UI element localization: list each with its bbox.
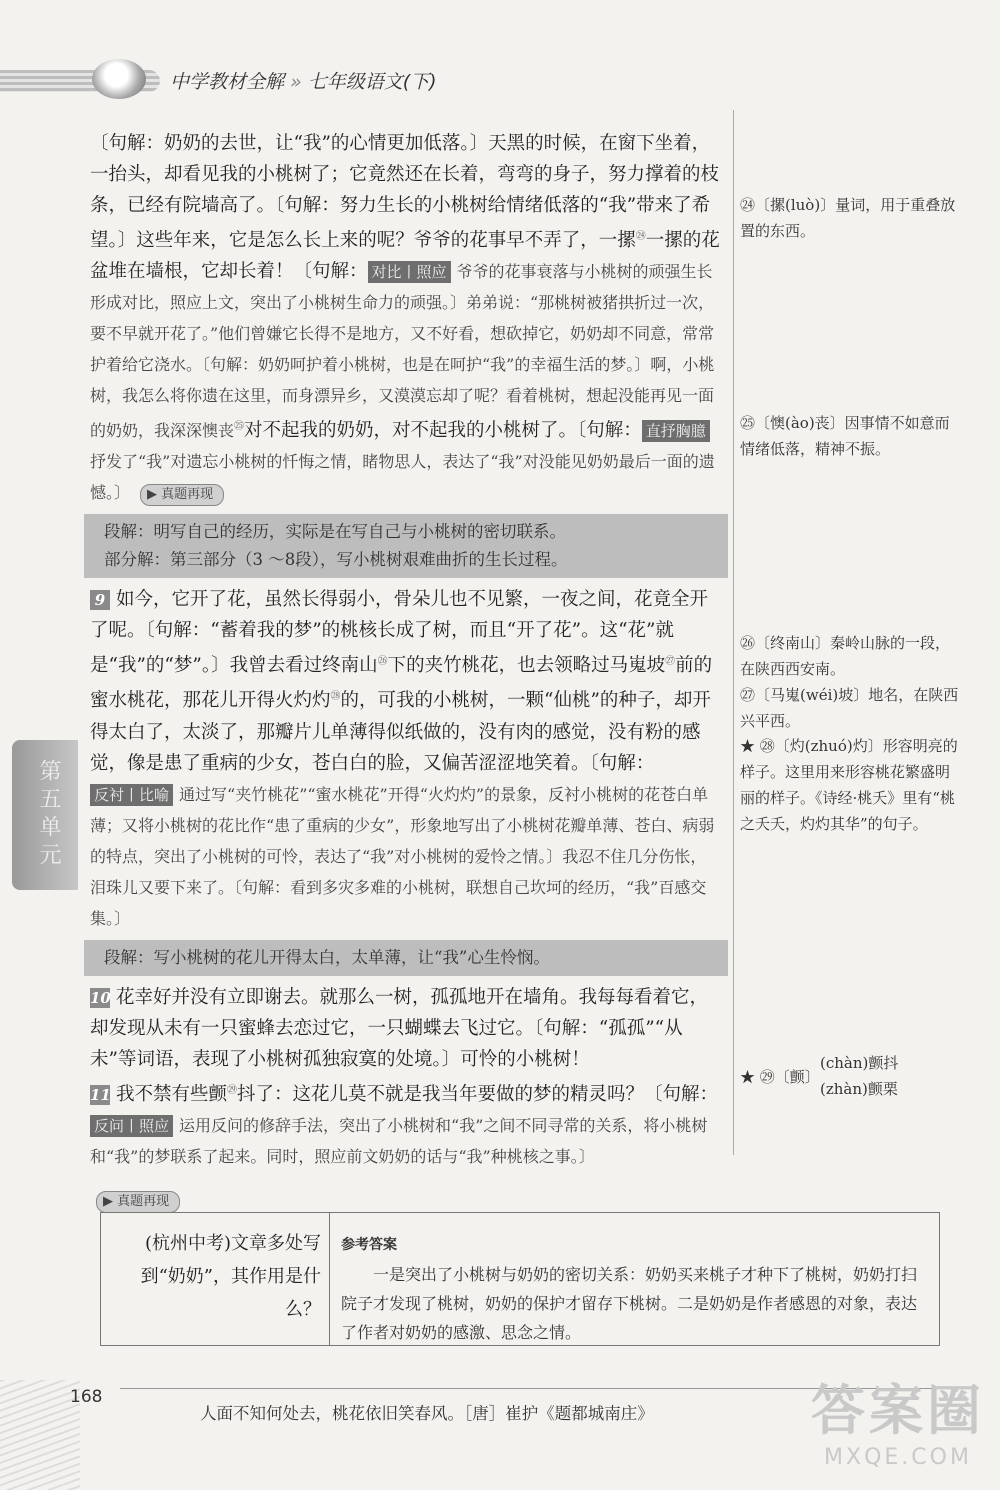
badge-label: 真题再现 (161, 487, 214, 503)
part-analysis: 部分解：第三部分（3 ～8段），写小桃树艰难曲折的生长过程。 (104, 550, 568, 570)
annotation-tag: 反问丨照应 (90, 1115, 173, 1137)
column-divider (733, 110, 734, 1155)
watermark (811, 1368, 985, 1470)
footnote-ref-27[interactable]: ㉗ (665, 656, 676, 668)
text-segment: 的，可我的小桃树，一颗“仙桃”的种子，却开得太白了，太淡了，那瓣片儿单薄得似纸做的，没有肉的感觉，没有粉的感觉，像是患了重病的少女，苍白白的脸，又偏苦涩涩地笑着。〔句解： (90, 690, 711, 774)
paragraph-analysis: 段解：写小桃树的花儿开得太白，太单薄，让“我”心生怜悯。 (104, 947, 550, 967)
badge-label: 真题再现 (117, 1194, 170, 1209)
text-segment: 抒发了“我”对遗忘小桃树的忏悔之情，睹物思人，表达了“我”对没能见奶奶最后一面的遗憾。〕 (90, 452, 715, 503)
footnote-29-reading-1: (chàn)颤抖 (820, 1054, 899, 1072)
book-name: 中学教材全解 (170, 71, 285, 93)
answer-block (341, 1229, 926, 1347)
paragraph-number: 9 (90, 590, 110, 610)
zhenti-header-badge (96, 1190, 180, 1213)
footnote-28: ★ ㉘〔灼(zhuó)灼〕形容明亮的样子。这里用来形容桃花繁盛明丽的样子。《诗经·桃夭》里有“桃之夭夭，灼灼其华”的句子。 (740, 737, 958, 833)
footnote-27: ㉗〔马嵬(wéi)坡〕地名，在陕西兴平西。 (740, 686, 959, 730)
zhenti-badge: ▶ 真题再现 (140, 484, 224, 506)
footnote-29-head: ★ ㉙〔颤〕 (740, 1068, 820, 1086)
footnote-ref-25[interactable]: ㉕ (234, 421, 245, 433)
footnote-24: ㉔〔摞(luò)〕量词，用于重叠放置的东西。 (740, 196, 956, 240)
watermark-logo: 答案圈 (811, 1379, 985, 1442)
footnote-25: ㉕〔懊(ào)丧〕因事情不如意而情绪低落，精神不振。 (740, 414, 950, 458)
unit-tab: 第五单元 (12, 740, 78, 890)
paragraph-9 (90, 584, 722, 933)
badge: ▶ 真题再现 (96, 1191, 180, 1213)
section-analysis-box (84, 514, 728, 578)
page-header (0, 55, 1000, 105)
book-logo (92, 59, 146, 99)
section-analysis-box (84, 940, 728, 976)
page-number: 168 (70, 1387, 103, 1407)
paragraph-number: 10 (90, 988, 111, 1007)
text-segment: 通过写“夹竹桃花”“蜜水桃花”开得“火灼灼”的景象，反衬小桃树的花苍白单薄；又将小桃树的花比作“患了重病的少女”，形象地写出了小桃树花瓣单薄、苍白、病弱的特点，突出了小桃树的可怜，表达了“我”对小桃树的爱怜之情。〕我忍不住几分伤怅，泪珠儿又要下来了。〔句解：看到多灾多难的小桃树，联想自己坎坷的经历，“我”百感交集。〕 (90, 784, 715, 928)
decorative-pattern (0, 1380, 80, 1490)
text-segment: 对不起我的奶奶，对不起我的小桃树了。〔句解： (244, 420, 642, 442)
paragraph-number: 11 (90, 1085, 111, 1104)
exam-question: (杭州中考)文章多处写到“奶奶”，其作用是什么？ (140, 1233, 321, 1320)
paragraph-11 (90, 1075, 722, 1172)
footnote-ref-26[interactable]: ㉖ (377, 656, 388, 668)
header-title (170, 67, 437, 94)
subject-name: 七年级语文(下) (307, 71, 437, 93)
answer-text: 一是突出了小桃树与奶奶的密切关系：奶奶买来桃子才种下了桃树，奶奶打扫院子才发现了桃树，奶奶的保护才留存下桃树。二是奶奶是作者感恩的对象，表达了作者对奶奶的感激、思念之情。 (341, 1265, 918, 1342)
answer-label: 参考答案 (341, 1237, 397, 1253)
footnote-26: ㉖〔终南山〕秦岭山脉的一段，在陕西西安南。 (740, 634, 951, 678)
text-segment: 一摞的花盆堆在墙根，它却长着！〔句解： (90, 230, 720, 283)
text-segment: 如今，它开了花，虽然长得弱小，骨朵儿也不见繁，一夜之间，花竟全开了呢。〔句解：“蓄着我的梦”的桃核长成了树，而且“开了花”。这“花”就是“我”的“梦”。〕我曾去看过终南山 (90, 589, 709, 677)
footer-quote: 人面不知何处去，桃花依旧笑春风。［唐］崔护《题都城南庄》 (200, 1404, 654, 1423)
text-segment: 抖了：这花儿莫不就是我当年要做的梦的精灵吗？〔句解： (237, 1083, 719, 1105)
question-divider (329, 1213, 330, 1345)
footnote-ref-29[interactable]: ㉙ (227, 1084, 238, 1096)
text-segment: 前的蜜水桃花，那花儿开得火灼灼 (90, 655, 713, 712)
text-segment: 运用反问的修辞手法，突出了小桃树和“我”之间不同寻常的关系，将小桃树和“我”的梦联系了起来。同时，照应前文奶奶的话与“我”种桃核之事。〕 (90, 1115, 708, 1166)
watermark-url: MXQE.COM (824, 1445, 972, 1470)
paragraph-analysis: 段解：明写自己的经历，实际是在写自己与小桃树的密切联系。 (104, 522, 566, 542)
text-segment: 爷爷的花事衰落与小桃树的顽强生长形成对比，照应上文，突出了小桃树生命力的顽强。〕弟弟说：“那桃树被猪拱折过一次，要不早就开花了。”他们曾嫌它长得不是地方，又不好看，想砍掉它，奶奶却不同意，常常护着给它浇水。〔句解：奶奶呵护着小桃树，也是在呵护“我”的幸福生活的梦。〕啊，小桃树，我怎么将你遗在这里，而身漂异乡，又漠漠忘却了呢？看着桃树，想起没能再见一面的奶奶，我深深懊丧 (90, 262, 715, 441)
paragraph-8 (90, 128, 722, 508)
exam-question-box (100, 1212, 940, 1346)
text-segment: 我不禁有些颤 (116, 1083, 228, 1105)
main-text (90, 128, 722, 1172)
text-segment: 下的夹竹桃花，也去领略过马嵬坡 (387, 655, 666, 677)
footnote-ref-24[interactable]: ㉔ (635, 231, 646, 242)
annotation-tag: 直抒胸臆 (642, 420, 710, 442)
header-separator: » (290, 71, 302, 93)
annotation-tag: 反衬丨比喻 (90, 784, 173, 806)
paragraph-10 (90, 982, 722, 1075)
footnote-29-reading-2: (zhàn)颤栗 (820, 1080, 898, 1098)
text-segment: 花幸好并没有立即谢去。就那么一树，孤孤地开在墙角。我每每看着它，却发现从未有一只蜜蜂去恋过它，一只蝴蝶去飞过它。〔句解：“孤孤”“从未”等词语，表现了小桃树孤独寂寞的处境。〕可怜的小桃树！ (90, 986, 709, 1070)
text-segment: 〔句解：奶奶的去世，让“我”的心情更加低落。〕天黑的时候，在窗下坐着，一抬头，却看见我的小桃树了；它竟然还在长着，弯弯的身子，努力撑着的枝条，已经有院墙高了。〔句解：努力生长的小桃树给情绪低落的“我”带来了希望。〕这些年来，它是怎么长上来的呢？爷爷的花事早不弄了，一摞 (90, 133, 720, 252)
footnote-ref-28[interactable]: ㉘ (330, 691, 341, 703)
annotation-tag: 对比丨照应 (368, 261, 451, 283)
